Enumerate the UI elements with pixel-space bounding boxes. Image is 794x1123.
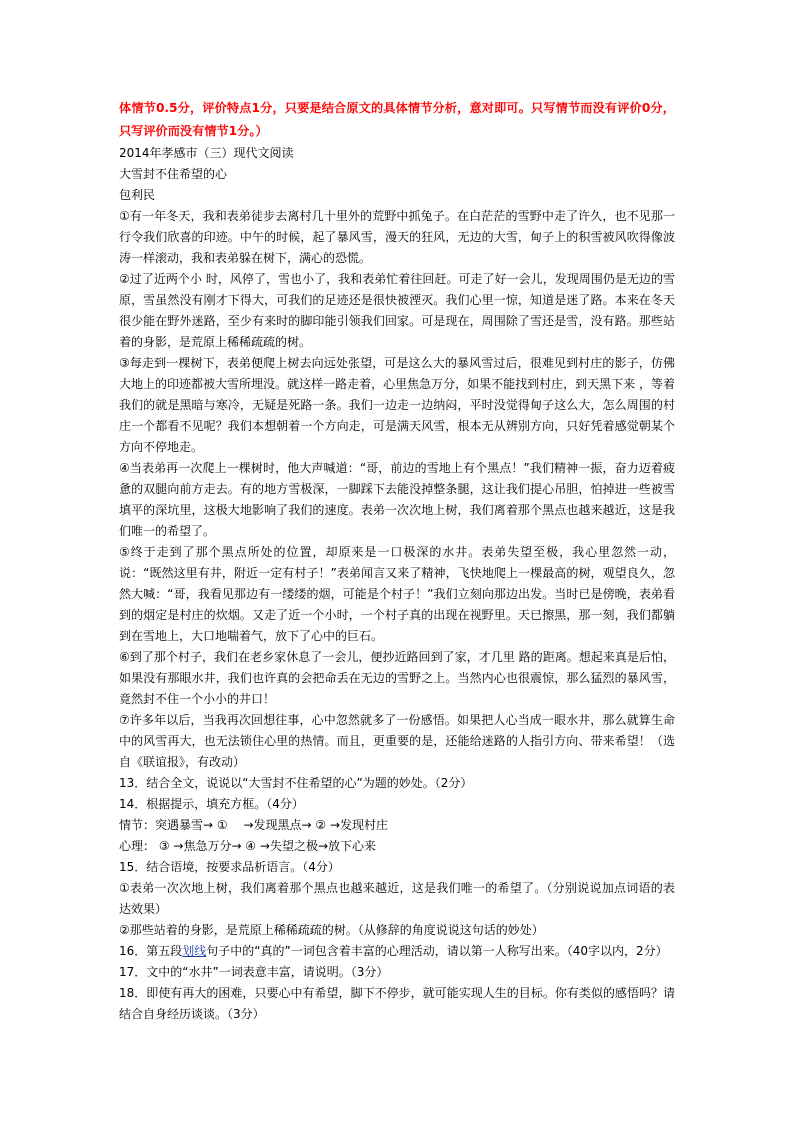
question-14-plot: 情节：突遇暴雪→ ① →发现黑点→ ② →发现村庄: [119, 818, 388, 832]
paragraph-4: ④当表弟再一次爬上一棵树时，他大声喊道：“哥，前边的雪地上有个黑点！”我们精神一振，奋力迈着疲惫的双腿向前方走去。有的地方雪极深，一脚踩下去能没掉整条腿，这让我们提心吊胆，怕掉进一些被雪填平的深坑里，这极大地影响了我们的速度。表弟一次次地上树，我们离着那个黑点也越来越近，这是我们唯一的希望了。: [119, 461, 675, 538]
question-14-mind: 心理： ③ →焦急万分→ ④ →失望之极→放下心来: [119, 839, 376, 853]
question-17: 17．文中的“水井”一词表意丰富，请说明。（3分）: [119, 965, 389, 979]
paragraph-2: ②过了近两个小 时，风停了，雪也小了，我和表弟忙着往回赶。可走了好一会儿，发现周围仍是无边的雪原，雪虽然没有刚才下得大，可我们的足迹还是很快被湮灭。我们心里一惊，知道是迷了路。本来在冬天很少能在野外迷路，至少有来时的脚印能引领我们回家。可是现在，周围除了雪还是雪，没有路。那些站着的身影，是荒原上稀稀疏疏的树。: [119, 272, 675, 349]
question-16: [119, 941, 675, 962]
scoring-note: 体情节0.5分，评价特点1分，只要是结合原文的具体情节分析，意对即可。只写情节而没有评价0分，只写评价而没有情节1分。）: [119, 101, 675, 138]
underline-mark-link[interactable]: 划线: [182, 944, 207, 958]
question-13: 13．结合全文，说说以“大雪封不住希望的心”为题的妙处。（2分）: [119, 776, 473, 790]
source-line: 2014年孝感市（三）现代文阅读: [119, 146, 294, 160]
question-15-item-2: ②那些站着的身影，是荒原上稀稀疏疏的树。（从修辞的角度说说这句话的妙处）: [119, 923, 544, 937]
question-18: 18．即使有再大的困难，只要心中有希望，脚下不停步，就可能实现人生的目标。你有类似的感悟吗？请结合自身经历谈谈。（3分）: [119, 986, 675, 1021]
question-16-rest: 句子中的“真的”一词包含着丰富的心理活动，请以第一人称写出来。（40字以内，2分）: [206, 944, 668, 958]
article-title: 大雪封不住希望的心: [119, 167, 228, 181]
question-16-start: 16．第五段: [119, 944, 183, 958]
paragraph-3: ③每走到一棵树下，表弟便爬上树去向远处张望，可是这么大的暴风雪过后，很难见到村庄的影子，仿佛大地上的印迹都被大雪所埋没。就这样一路走着，心里焦急万分，如果不能找到村庄，到天黑下来 ，等着我们的就是黑暗与寒冷，无疑是死路一条。我们一边走一边纳闷，平时没觉得甸子这么大，怎么周围的村庄一个都看不见呢？我们本想朝着一个方向走，可是满天风雪，根本无从辨别方向，只好凭着感觉朝某个方向不停地走。: [119, 356, 675, 454]
question-14: 14．根据提示，填充方框。（4分）: [119, 797, 304, 811]
article-author: 包利民: [119, 188, 156, 202]
question-15-item-1: ①表弟一次次地上树，我们离着那个黑点也越来越近，这是我们唯一的希望了。（分别说说加点词语的表达效果）: [119, 881, 675, 916]
paragraph-7: ⑦许多年以后，当我再次回想往事，心中忽然就多了一份感悟。如果把人心当成一眼水井，那么就算生命中的风雪再大，也无法锁住心里的热情。而且，更重要的是，还能给迷路的人指引方向、带来希望！（选自《联谊报》，有改动）: [119, 713, 675, 769]
paragraph-6: ⑥到了那个村子，我们在老乡家休息了一会儿，便抄近路回到了家，才几里 路的距离。想起来真是后怕，如果没有那眼水井，我们也许真的会把命丢在无边的雪野之上。当然内心也很震惊，那么猛烈的暴风雪，竟然封不住一个小小的井口！: [119, 650, 675, 706]
paragraph-1: ①有一年冬天，我和表弟徒步去离村几十里外的荒野中抓兔子。在白茫茫的雪野中走了许久，也不见那一行令我们欣喜的印迹。中午的时候，起了暴风雪，漫天的狂风，无边的大雪，甸子上的积雪被风吹得像波涛一样滚动，我和表弟躲在树下，满心的恐慌。: [119, 209, 675, 265]
document-page: [119, 97, 675, 1025]
paragraph-5: ⑤终于走到了那个黑点所处的位置，却原来是一口极深的水井。表弟失望至极，我心里忽然一动，说：“既然这里有井，附近一定有村子！”表弟闻言又来了精神，飞快地爬上一棵最高的树，观望良久，忽然大喊：“哥，我看见那边有一缕缕的烟，可能是个村子！”我们立刻向那边出发。当时已是傍晚，表弟看到的烟定是村庄的炊烟。又走了近一个小时，一个村子真的出现在视野里。天已擦黑，那一刻，我们都躺到在雪地上，大口地喘着气，放下了心中的巨石。: [119, 545, 675, 643]
question-15: 15．结合语境，按要求品析语言。（4分）: [119, 860, 340, 874]
